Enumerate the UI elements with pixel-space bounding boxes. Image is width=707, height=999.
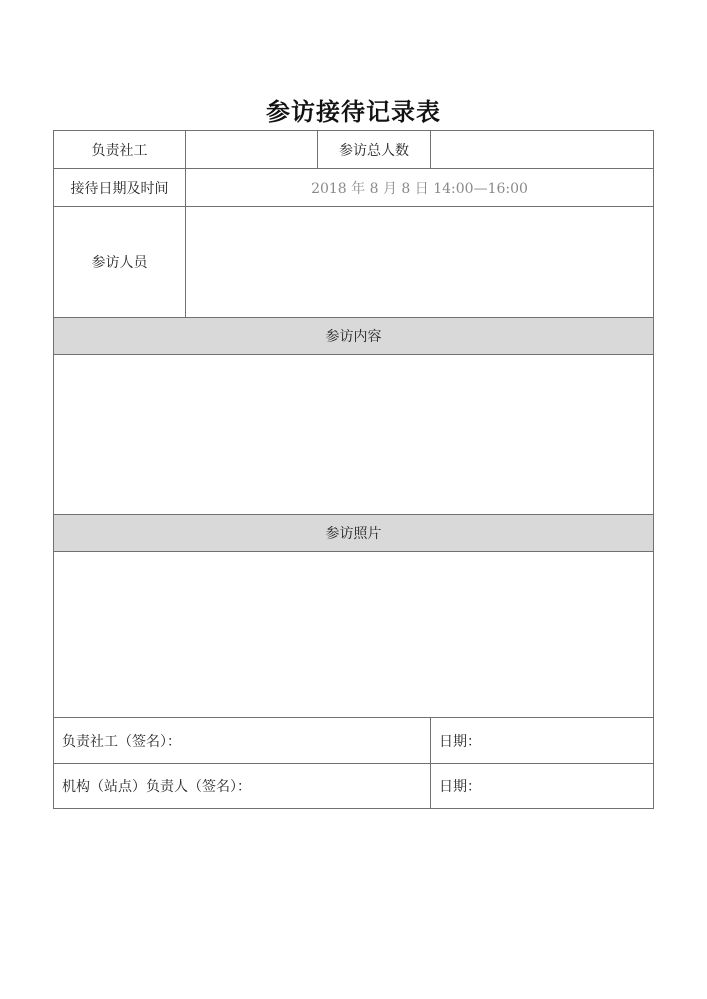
form-row-photos-header [54, 515, 654, 552]
datetime-label: 接待日期及时间 [54, 169, 186, 207]
visitor-count-field[interactable] [431, 131, 654, 169]
signature-org-date-field[interactable]: 日期： [431, 764, 654, 809]
signature-worker-field[interactable]: 负责社工（签名）： [54, 718, 431, 764]
photos-field[interactable] [54, 552, 654, 718]
datetime-field[interactable]: 2018 年 8 月 8 日 14:00—16:00 [186, 169, 654, 207]
visitor-count-label: 参访总人数 [318, 131, 431, 169]
form-row-datetime [54, 169, 654, 207]
document-title: 参访接待记录表 [266, 98, 441, 126]
form-row-photos [54, 552, 654, 718]
signature-worker-date-field[interactable]: 日期： [431, 718, 654, 764]
form-row-signature-worker [54, 718, 654, 764]
visit-reception-form [53, 130, 654, 809]
content-field[interactable] [54, 355, 654, 515]
form-row-signature-org [54, 764, 654, 809]
form-row-visitors [54, 207, 654, 318]
form-row-content-header [54, 318, 654, 355]
visitors-label: 参访人员 [54, 207, 186, 318]
social-worker-label: 负责社工 [54, 131, 186, 169]
visitors-field[interactable] [186, 207, 654, 318]
social-worker-field[interactable] [186, 131, 318, 169]
signature-org-field[interactable]: 机构（站点）负责人（签名）： [54, 764, 431, 809]
content-section-header: 参访内容 [54, 318, 654, 355]
form-row-content [54, 355, 654, 515]
photos-section-header: 参访照片 [54, 515, 654, 552]
form-row-social-worker [54, 131, 654, 169]
